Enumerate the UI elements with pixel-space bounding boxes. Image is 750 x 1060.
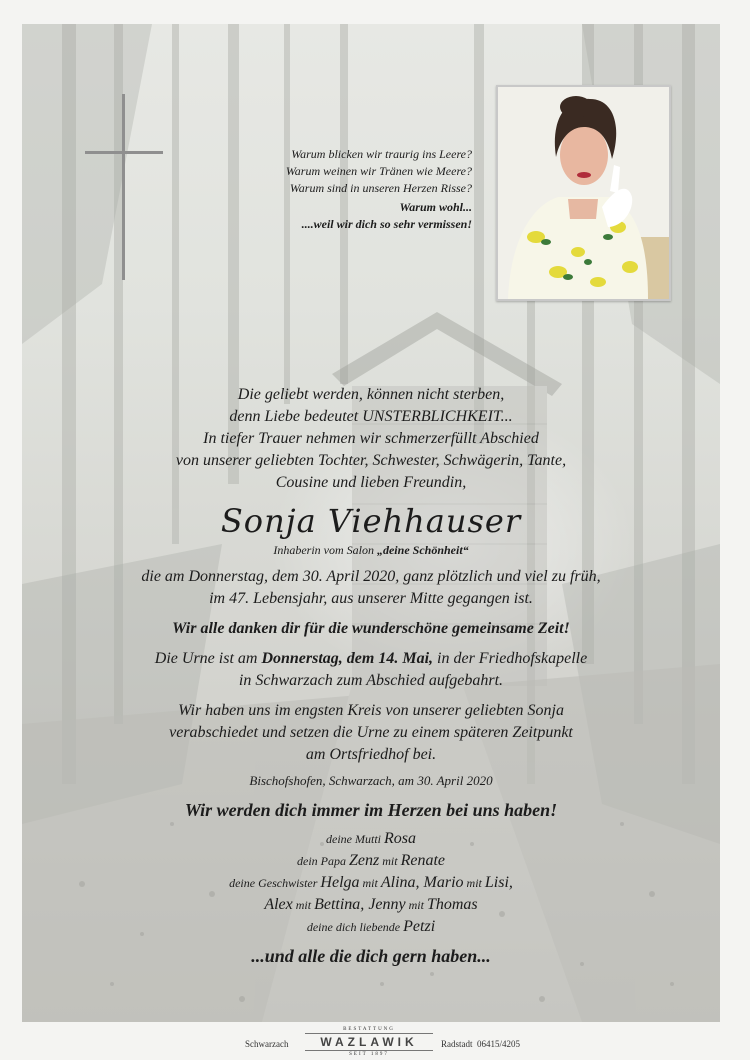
partner-name: Alina, xyxy=(380,874,420,891)
with-word: mit xyxy=(379,854,401,868)
pet-label: deine dich liebende xyxy=(306,920,404,934)
with-word: mit xyxy=(292,898,315,912)
poem-line: Warum wohl... xyxy=(399,200,472,214)
pet-name: Petzi xyxy=(403,918,436,935)
farewell-line: verabschiedet und setzen die Urne zu einem späteren Zeitpunkt xyxy=(169,724,573,741)
poem-line: Warum sind in unseren Herzen Risse? xyxy=(289,181,472,195)
intro-line: Cousine und lieben Freundin, xyxy=(275,474,467,491)
mother-name: Rosa xyxy=(383,830,416,847)
partner-name: Lisi, xyxy=(484,874,513,891)
family-pet xyxy=(22,916,720,938)
death-notice-line: im 47. Lebensjahr, aus unserer Mitte gegangen ist. xyxy=(209,590,533,607)
siblings-label: deine Geschwister xyxy=(229,876,321,890)
intro-line: In tiefer Trauer nehmen wir schmerzerfüllt Abschied xyxy=(203,430,539,447)
deceased-subtitle xyxy=(22,542,720,558)
intro-line: Die geliebt werden, können nicht sterben, xyxy=(237,386,505,403)
family-father xyxy=(22,850,720,872)
family-siblings-2 xyxy=(22,894,720,916)
family-mother xyxy=(22,828,720,850)
footer-city-left: Schwarzach xyxy=(245,1039,289,1049)
footer-phone: 06415/4205 xyxy=(477,1039,521,1049)
urn-line-2: in Schwarzach zum Abschied aufgebahrt. xyxy=(238,672,504,689)
with-word: mit xyxy=(359,876,381,890)
farewell-line: Wir haben uns im engsten Kreis von unserer geliebten Sonja xyxy=(178,702,564,719)
intro-line: von unserer geliebten Tochter, Schwester, Schwägerin, Tante, xyxy=(175,452,567,469)
father-label: dein Papa xyxy=(297,854,349,868)
logo-tagline-2: SEIT 1897 xyxy=(349,1052,389,1057)
footer xyxy=(0,1022,750,1060)
intro-line: denn Liebe bedeutet UNSTERBLICHKEIT... xyxy=(229,408,513,425)
farewell-line: am Ortsfriedhof bei. xyxy=(305,746,437,763)
father-name: Zenz xyxy=(349,852,380,869)
partner-name: Thomas xyxy=(426,896,478,913)
sibling-name: Helga xyxy=(320,874,360,891)
cross-icon xyxy=(85,94,163,280)
death-notice-line: die am Donnerstag, dem 30. April 2020, ganz plötzlich und viel zu früh, xyxy=(141,568,601,585)
salon-name: „deine Schönheit“ xyxy=(376,543,469,557)
partner-name: Bettina, xyxy=(314,896,365,913)
urn-prefix: Die Urne ist am xyxy=(154,650,262,667)
urn-date: Donnerstag, dem 14. Mai, xyxy=(261,650,434,667)
urn-line xyxy=(22,648,720,670)
place-date: Bischofshofen, Schwarzach, am 30. April 2020 xyxy=(249,773,493,788)
parte-card xyxy=(22,24,720,1022)
portrait-illustration xyxy=(498,87,669,299)
sibling-name: Alex xyxy=(264,896,293,913)
poem-line: Warum weinen wir Tränen wie Meere? xyxy=(285,164,472,178)
thanks-line: Wir alle danken dir für die wunderschöne gemeinsame Zeit! xyxy=(172,620,570,637)
portrait-photo xyxy=(496,85,671,301)
heart-line: Wir werden dich immer im Herzen bei uns haben! xyxy=(184,800,558,820)
father-partner: Renate xyxy=(400,852,445,869)
urn-suffix: in der Friedhofskapelle xyxy=(433,650,588,667)
poem-line: Warum blicken wir traurig ins Leere? xyxy=(291,147,472,161)
logo-name: WAZLAWIK xyxy=(305,1033,433,1051)
with-word: mit xyxy=(463,876,485,890)
sibling-name: Mario xyxy=(419,874,464,891)
funeral-home-logo xyxy=(305,1026,433,1058)
sibling-name: Jenny xyxy=(364,896,406,913)
mother-label: deine Mutti xyxy=(326,832,384,846)
poem-line: ....weil wir dich so sehr vermissen! xyxy=(301,217,472,231)
closing-line: ...und alle die dich gern haben... xyxy=(251,946,491,966)
logo-tagline: BESTATTUNG xyxy=(343,1027,395,1032)
poem xyxy=(172,146,472,233)
family-siblings xyxy=(22,872,720,894)
with-word: mit xyxy=(405,898,427,912)
subtitle-prefix: Inhaberin vom Salon xyxy=(273,543,377,557)
obituary-text xyxy=(22,384,720,968)
deceased-name: Sonja Viehhauser xyxy=(220,502,522,540)
footer-city-right: Radstadt xyxy=(441,1039,473,1049)
